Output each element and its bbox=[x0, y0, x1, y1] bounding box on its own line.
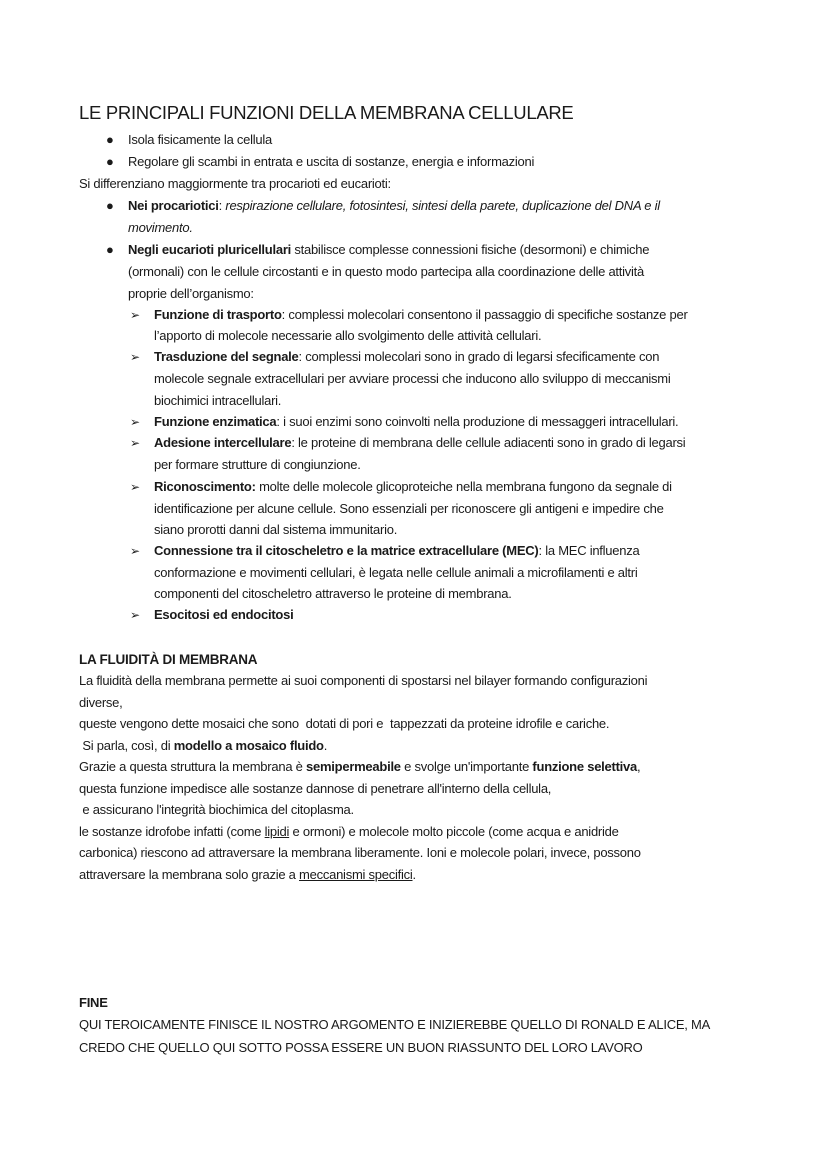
fine-heading: FINE bbox=[79, 995, 108, 1010]
eucarioti-line bbox=[128, 241, 649, 259]
arrow-bullet-icon: ➢ bbox=[130, 415, 141, 429]
paragraph-line: diverse, bbox=[79, 695, 123, 710]
procarioti-text: respirazione cellulare, fotosintesi, sintesi della parete, duplicazione del DNA e il bbox=[225, 198, 660, 213]
function-label: Funzione di trasporto bbox=[154, 307, 282, 322]
arrow-bullet-icon: ➢ bbox=[130, 608, 141, 622]
function-item bbox=[154, 306, 688, 324]
text: Grazie a questa struttura la membrana è bbox=[79, 759, 307, 774]
page-title: LE PRINCIPALI FUNZIONI DELLA MEMBRANA CELLULARE bbox=[79, 102, 574, 123]
intro-bullet: Regolare gli scambi in entrata e uscita di sostanze, energia e informazioni bbox=[128, 154, 535, 169]
function-item bbox=[154, 413, 678, 431]
arrow-bullet-icon: ➢ bbox=[130, 544, 141, 558]
procarioti-label: Nei procariotici bbox=[128, 198, 219, 213]
paragraph-line bbox=[79, 823, 619, 841]
function-text: conformazione e movimenti cellulari, è legata nelle cellule animali a microfilamenti e altri bbox=[154, 565, 638, 580]
ending-line: QUI TEROICAMENTE FINISCE IL NOSTRO ARGOMENTO E INIZIEREBBE QUELLO DI RONALD E ALICE, MA bbox=[79, 1017, 711, 1032]
bold-term: funzione selettiva bbox=[532, 759, 637, 774]
function-label: Trasduzione del segnale bbox=[154, 349, 299, 364]
text: , bbox=[637, 759, 641, 774]
paragraph-line: queste vengono dette mosaici che sono dotati di pori e tappezzati da proteine idrofile e cariche. bbox=[79, 716, 610, 731]
function-text: : i suoi enzimi sono coinvolti nella produzione di messaggeri intracellulari. bbox=[276, 414, 679, 429]
bold-term: semipermeabile bbox=[306, 759, 401, 774]
function-item bbox=[154, 434, 685, 452]
function-text: : complessi molecolari consentono il passaggio di specifiche sostanze per bbox=[281, 307, 688, 322]
text: e svolge un'importante bbox=[400, 759, 533, 774]
bullet-icon: ● bbox=[106, 154, 114, 169]
function-text: biochimici intracellulari. bbox=[154, 393, 282, 408]
function-text: siano prorotti danni dal sistema immunitario. bbox=[154, 522, 398, 537]
underlined-term: lipidi bbox=[264, 824, 290, 839]
eucarioti-label: Negli eucarioti pluricellulari bbox=[128, 242, 291, 257]
function-text: componenti del citoscheletro attraverso le proteine di membrana. bbox=[154, 586, 512, 601]
underlined-term: meccanismi specifici bbox=[299, 867, 413, 882]
arrow-bullet-icon: ➢ bbox=[130, 308, 141, 322]
paragraph-line: e assicurano l'integrità biochimica del citoplasma. bbox=[79, 802, 354, 817]
function-label: Riconoscimento: bbox=[154, 479, 256, 494]
function-item bbox=[154, 606, 293, 624]
procarioti-line bbox=[128, 219, 193, 237]
function-text: identificazione per alcune cellule. Sono essenziali per riconoscere gli antigeni e impedire che bbox=[154, 501, 664, 516]
function-text: l’apporto di molecole necessarie allo svolgimento delle attività cellulari. bbox=[154, 328, 542, 343]
function-text: : complessi molecolari sono in grado di legarsi sfecificamente con bbox=[298, 349, 660, 364]
function-text: : le proteine di membrana delle cellule adiacenti sono in grado di legarsi bbox=[291, 435, 686, 450]
paragraph-line: carbonica) riescono ad attraversare la membrana liberamente. Ioni e molecole polari, invece, possono bbox=[79, 845, 641, 860]
arrow-bullet-icon: ➢ bbox=[130, 480, 141, 494]
bullet-icon: ● bbox=[106, 132, 114, 147]
function-text: molte delle molecole glicoproteiche nella membrana fungono da segnale di bbox=[255, 479, 672, 494]
bold-term: modello a mosaico fluido bbox=[173, 738, 324, 753]
paragraph-line: La fluidità della membrana permette ai suoi componenti di spostarsi nel bilayer formando configurazioni bbox=[79, 673, 648, 688]
paragraph-line bbox=[79, 737, 327, 755]
ending-line: CREDO CHE QUELLO QUI SOTTO POSSA ESSERE UN BUON RIASSUNTO DEL LORO LAVORO bbox=[79, 1040, 643, 1055]
paragraph-line: questa funzione impedisce alle sostanze dannose di penetrare all'interno della cellula, bbox=[79, 781, 552, 796]
separator: : bbox=[218, 198, 226, 213]
function-item bbox=[154, 542, 639, 560]
eucarioti-line: (ormonali) con le cellule circostanti e in questo modo partecipa alla coordinazione delle attività bbox=[128, 264, 645, 279]
text: . bbox=[412, 867, 416, 882]
bullet-icon: ● bbox=[106, 198, 114, 213]
section-heading-fluidity: LA FLUIDITÀ DI MEMBRANA bbox=[79, 652, 258, 667]
intro-bullet: Isola fisicamente la cellula bbox=[128, 132, 273, 147]
function-label: Connessione tra il citoscheletro e la matrice extracellulare (MEC) bbox=[154, 543, 539, 558]
function-label: Adesione intercellulare bbox=[154, 435, 292, 450]
eucarioti-text: stabilisce complesse connessioni fisiche (desormoni) e chimiche bbox=[291, 242, 650, 257]
procarioti-text: movimento. bbox=[128, 220, 193, 235]
text: . bbox=[323, 738, 328, 753]
paragraph-line bbox=[79, 866, 416, 884]
function-text: : la MEC influenza bbox=[538, 543, 640, 558]
text: attraversare la membrana solo grazie a bbox=[79, 867, 300, 882]
eucarioti-line: proprie dell’organismo: bbox=[128, 286, 254, 301]
arrow-bullet-icon: ➢ bbox=[130, 350, 141, 364]
function-item bbox=[154, 478, 672, 496]
function-label: Esocitosi ed endocitosi bbox=[154, 607, 294, 622]
text: le sostanze idrofobe infatti (come bbox=[79, 824, 265, 839]
diff-intro: Si differenziano maggiormente tra procarioti ed eucarioti: bbox=[79, 176, 391, 191]
paragraph-line bbox=[79, 758, 640, 776]
bullet-icon: ● bbox=[106, 242, 114, 257]
arrow-bullet-icon: ➢ bbox=[130, 436, 141, 450]
procarioti-line bbox=[128, 197, 660, 215]
function-item bbox=[154, 348, 659, 366]
function-text: molecole segnale extracellulari per avviare processi che inducono allo sviluppo di meccanismi bbox=[154, 371, 671, 386]
text: e ormoni) e molecole molto piccole (come acqua e anidride bbox=[289, 824, 619, 839]
function-text: per formare strutture di congiunzione. bbox=[154, 457, 361, 472]
text: Si parla, così, di bbox=[79, 738, 174, 753]
function-label: Funzione enzimatica bbox=[154, 414, 277, 429]
